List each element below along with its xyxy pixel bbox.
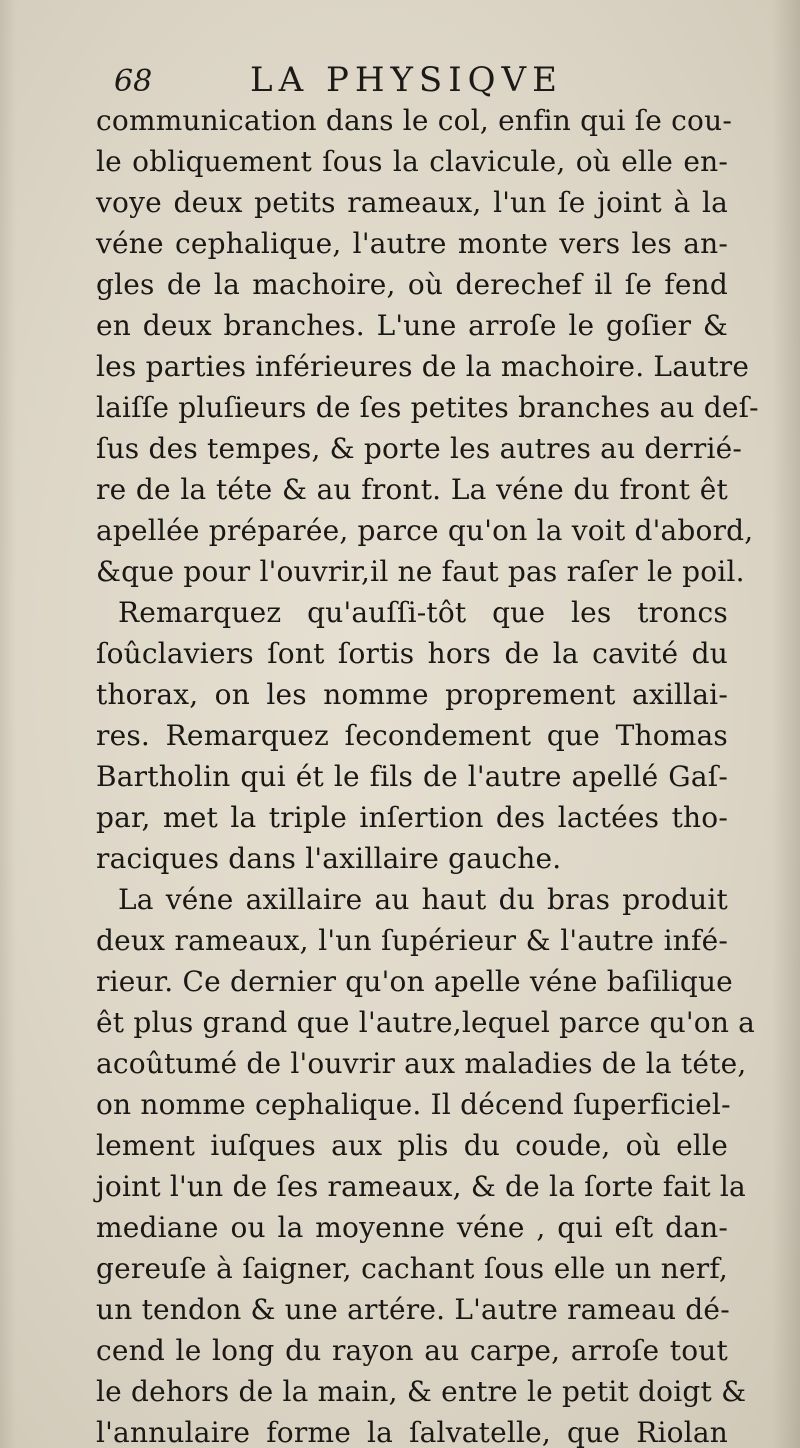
running-head: LA PHYSIQVE (250, 60, 563, 100)
text-line: laiſſe pluſieurs de ſes petites branches au deſ- (96, 391, 759, 424)
text-line: gles de la machoire, où derechef il ſe fend (96, 268, 728, 301)
text-line: un tendon & une artére. L'autre rameau dé- (96, 1293, 730, 1326)
page-number: 68 (114, 64, 153, 99)
body-text (96, 100, 759, 1448)
text-line: mediane ou la moyenne véne , qui eſt dan- (96, 1211, 728, 1244)
text-line: ſus des tempes, & porte les autres au derrié- (96, 432, 743, 465)
text-line: ſoûclaviers ſont ſortis hors de la cavité du (96, 637, 728, 670)
text-line: en deux branches. L'une arroſe le goſier & (96, 309, 728, 342)
text-line: gereuſe à ſaigner, cachant ſous elle un nerf, (96, 1252, 728, 1285)
text-line: deux rameaux, l'un ſupérieur & l'autre infé- (96, 924, 728, 957)
text-line: raciques dans l'axillaire gauche. (96, 842, 562, 875)
text-line: lement iuſques aux plis du coude, où elle (96, 1129, 728, 1162)
page-header (110, 60, 730, 104)
text-line: le dehors de la main, & entre le petit doigt & (96, 1375, 747, 1408)
text-line: par, met la triple inſertion des lactées tho- (96, 801, 728, 834)
text-line: êt plus grand que l'autre,lequel parce qu'on a (96, 1006, 756, 1039)
text-line: cend le long du rayon au carpe, arroſe tout (96, 1334, 728, 1367)
text-line: res. Remarquez ſecondement que Thomas (96, 719, 728, 752)
text-line: communication dans le col, enfin qui ſe cou- (96, 104, 733, 137)
text-line: La véne axillaire au haut du bras produit (118, 883, 728, 916)
text-line: re de la téte & au front. La véne du front êt (96, 473, 728, 506)
text-line: l'annulaire forme la ſalvatelle, que Riolan (96, 1416, 728, 1448)
text-line: joint l'un de ſes rameaux, & de la ſorte fait la (96, 1170, 746, 1203)
text-line: voye deux petits rameaux, l'un ſe joint à la (96, 186, 728, 219)
page-edge-shadow (772, 0, 800, 1448)
text-line: acoûtumé de l'ouvrir aux maladies de la téte, (96, 1047, 747, 1080)
text-line: le obliquement ſous la clavicule, où elle en- (96, 145, 728, 178)
text-line: les parties inférieures de la machoire. Lautre (96, 350, 750, 383)
text-line: apellée préparée, parce qu'on la voit d'abord, (96, 514, 754, 547)
text-line: Remarquez qu'auſſi-tôt que les troncs (118, 596, 728, 629)
text-line: thorax, on les nomme proprement axillai- (96, 678, 728, 711)
text-line: on nomme cephalique. Il décend ſuperficiel- (96, 1088, 731, 1121)
text-line: Bartholin qui ét le fils de l'autre apellé Gaſ- (96, 760, 728, 793)
page-gutter-shadow (0, 0, 16, 1448)
text-line: véne cephalique, l'autre monte vers les an- (96, 227, 728, 260)
text-line: &que pour l'ouvrir,il ne faut pas raſer le poil. (96, 555, 745, 588)
text-line: rieur. Ce dernier qu'on apelle véne baſilique (96, 965, 733, 998)
